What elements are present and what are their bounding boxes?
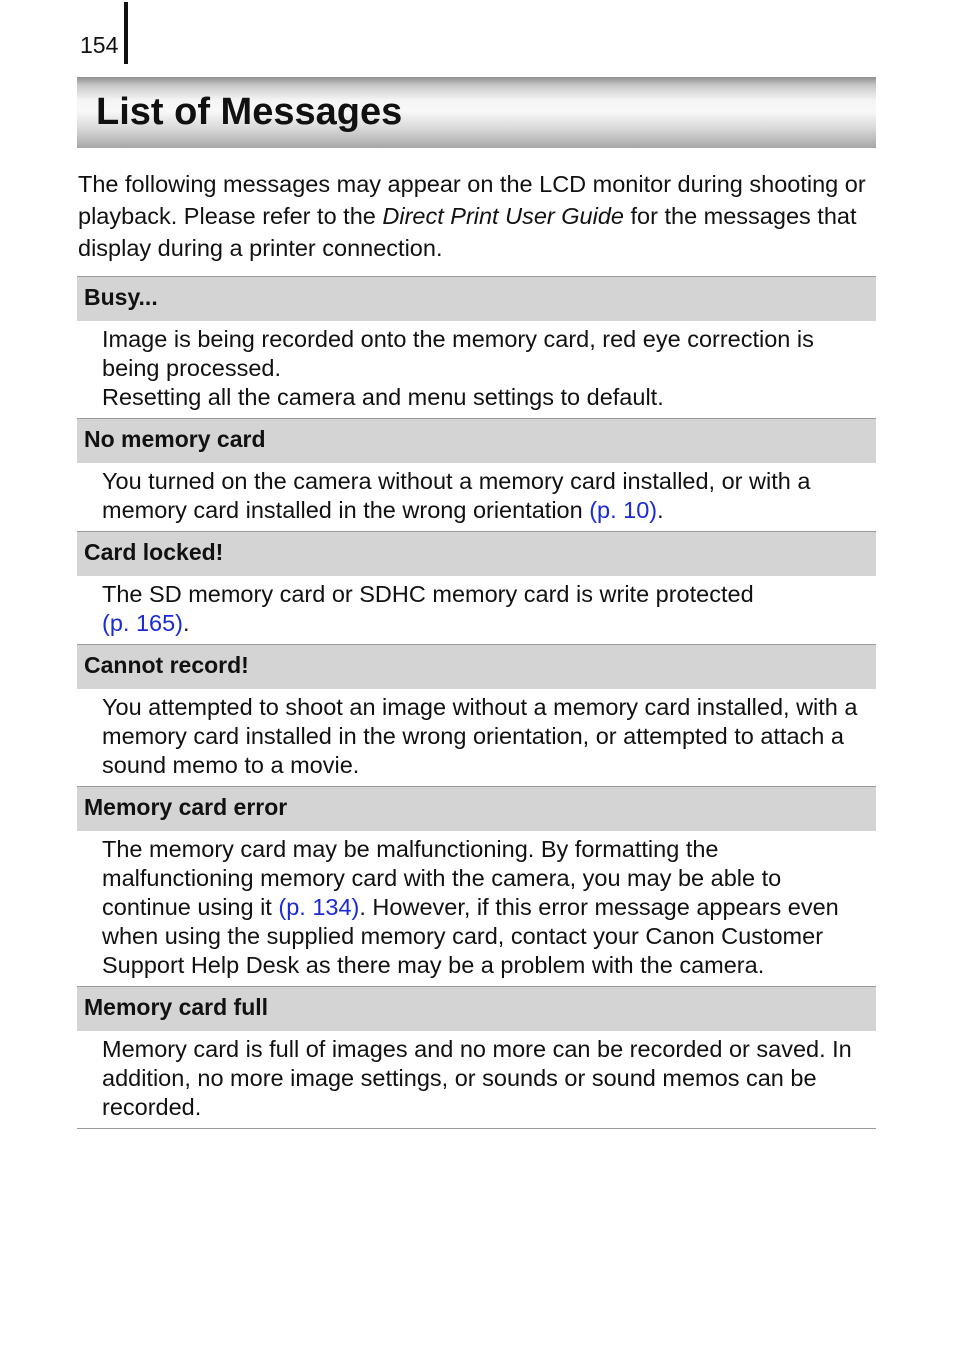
message-entry-no-memory-card (77, 418, 876, 531)
page-reference-link[interactable]: (p. 10) (589, 497, 658, 523)
message-text-end: . (657, 497, 664, 523)
message-heading: No memory card (77, 418, 876, 463)
message-heading: Memory card full (77, 986, 876, 1031)
intro-paragraph (78, 168, 868, 264)
intro-guide-title: Direct Print User Guide (382, 203, 624, 229)
page-reference-link[interactable]: (p. 165) (102, 610, 183, 636)
message-paragraph: Resetting all the camera and menu settings to default. (102, 384, 664, 410)
message-paragraph (102, 580, 868, 638)
page-number: 154 (80, 32, 119, 58)
message-heading: Memory card error (77, 786, 876, 831)
message-text-end: . (183, 610, 190, 636)
message-paragraph (102, 835, 868, 980)
message-text: The SD memory card or SDHC memory card is write protected (102, 581, 754, 607)
message-description (77, 689, 876, 786)
title-band (77, 77, 876, 148)
message-description (77, 576, 876, 644)
message-paragraph: Image is being recorded onto the memory card, red eye correction is being processed. (102, 326, 814, 381)
intro-text: The following messages may appear on the LCD monitor during shooting or playback. Please refer to the (78, 171, 866, 229)
message-paragraph (102, 467, 868, 525)
message-heading: Cannot record! (77, 644, 876, 689)
message-paragraph: Memory card is full of images and no more can be recorded or saved. In addition, no more image settings, or sounds or sound memos can be recorded. (102, 1036, 852, 1120)
message-entry-memory-card-error (77, 786, 876, 986)
message-text: You turned on the camera without a memory card installed, or with a memory card installed in the wrong orientation (102, 468, 811, 523)
page-number-divider (124, 2, 128, 64)
message-heading: Card locked! (77, 531, 876, 576)
message-description (77, 831, 876, 986)
message-paragraph: You attempted to shoot an image without a memory card installed, with a memory card installed in the wrong orientation, or attempted to attach a sound memo to a movie. (102, 694, 858, 778)
table-bottom-rule (77, 1128, 876, 1129)
page-title: List of Messages (96, 91, 403, 133)
message-heading: Busy... (77, 276, 876, 321)
message-entry-card-locked (77, 531, 876, 644)
page-reference-link[interactable]: (p. 134) (278, 894, 360, 920)
message-entry-memory-card-full (77, 986, 876, 1128)
messages-table (77, 276, 876, 1129)
message-text-end: . However, if this error message appears even when using the supplied memory card, contact your Canon Customer Support Help Desk as there may be a problem with the camera. (102, 894, 839, 978)
intro-text-end: for the messages that display during a printer connection. (78, 203, 857, 261)
message-entry-busy (77, 276, 876, 418)
message-description (77, 321, 876, 418)
message-description (77, 1031, 876, 1128)
message-description (77, 463, 876, 531)
message-entry-cannot-record (77, 644, 876, 786)
message-text: The memory card may be malfunctioning. By formatting the malfunctioning memory card with the camera, you may be able to continue using it (102, 836, 782, 920)
